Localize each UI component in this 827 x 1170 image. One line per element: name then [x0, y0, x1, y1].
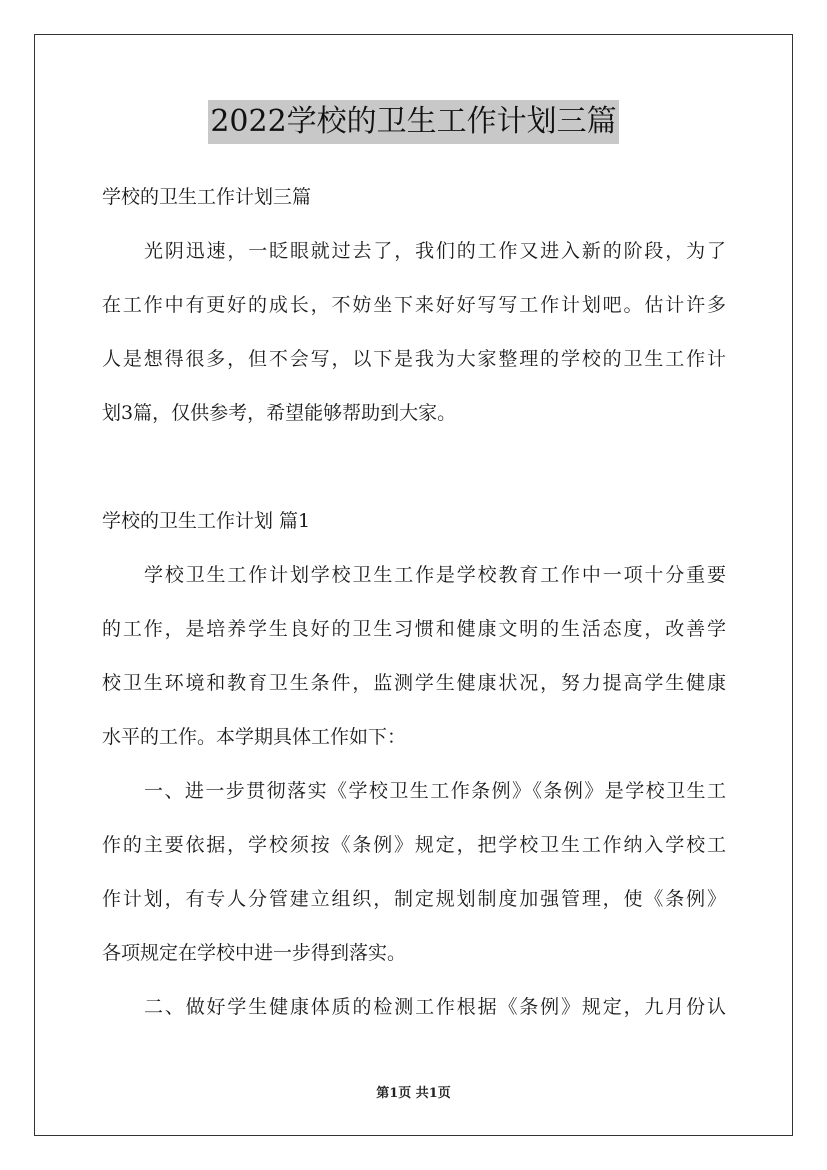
paragraph-line: 作计划，有专人分管建立组织，制定规划制度加强管理，使《条例》: [102, 888, 726, 910]
subtitle: 学校的卫生工作计划三篇: [102, 186, 312, 208]
intro-line: 光阴迅速，一眨眼就过去了，我们的工作又进入新的阶段，为了: [144, 240, 726, 262]
paragraph-line: 各项规定在学校中进一步得到落实。: [102, 942, 407, 964]
document-title: 2022学校的卫生工作计划三篇: [208, 100, 618, 144]
document-body: [102, 170, 726, 1034]
paragraph-line: 的工作，是培养学生良好的卫生习惯和健康文明的生活态度，改善学: [102, 618, 726, 640]
paragraph-line: 一、进一步贯彻落实《学校卫生工作条例》《条例》是学校卫生工: [144, 780, 726, 802]
title-container: [0, 100, 827, 144]
paragraph-line: 水平的工作。本学期具体工作如下：: [102, 726, 407, 748]
paragraph-line: 校卫生环境和教育卫生条件，监测学生健康状况，努力提高学生健康: [102, 672, 726, 694]
blank-line: [102, 440, 726, 494]
intro-line: 划3篇，仅供参考，希望能够帮助到大家。: [102, 402, 457, 424]
intro-line: 人是想得很多，但不会写，以下是我为大家整理的学校的卫生工作计: [102, 348, 726, 370]
section-heading: 学校的卫生工作计划 篇1: [102, 510, 311, 532]
paragraph-line: 作的主要依据，学校须按《条例》规定，把学校卫生工作纳入学校工: [102, 834, 726, 856]
paragraph-line: 学校卫生工作计划学校卫生工作是学校教育工作中一项十分重要: [144, 564, 726, 586]
page-number-footer: 第1页 共1页: [376, 1086, 451, 1101]
intro-line: 在工作中有更好的成长，不妨坐下来好好写写工作计划吧。估计许多: [102, 294, 726, 316]
paragraph-line: 二、做好学生健康体质的检测工作根据《条例》规定，九月份认: [144, 996, 726, 1018]
